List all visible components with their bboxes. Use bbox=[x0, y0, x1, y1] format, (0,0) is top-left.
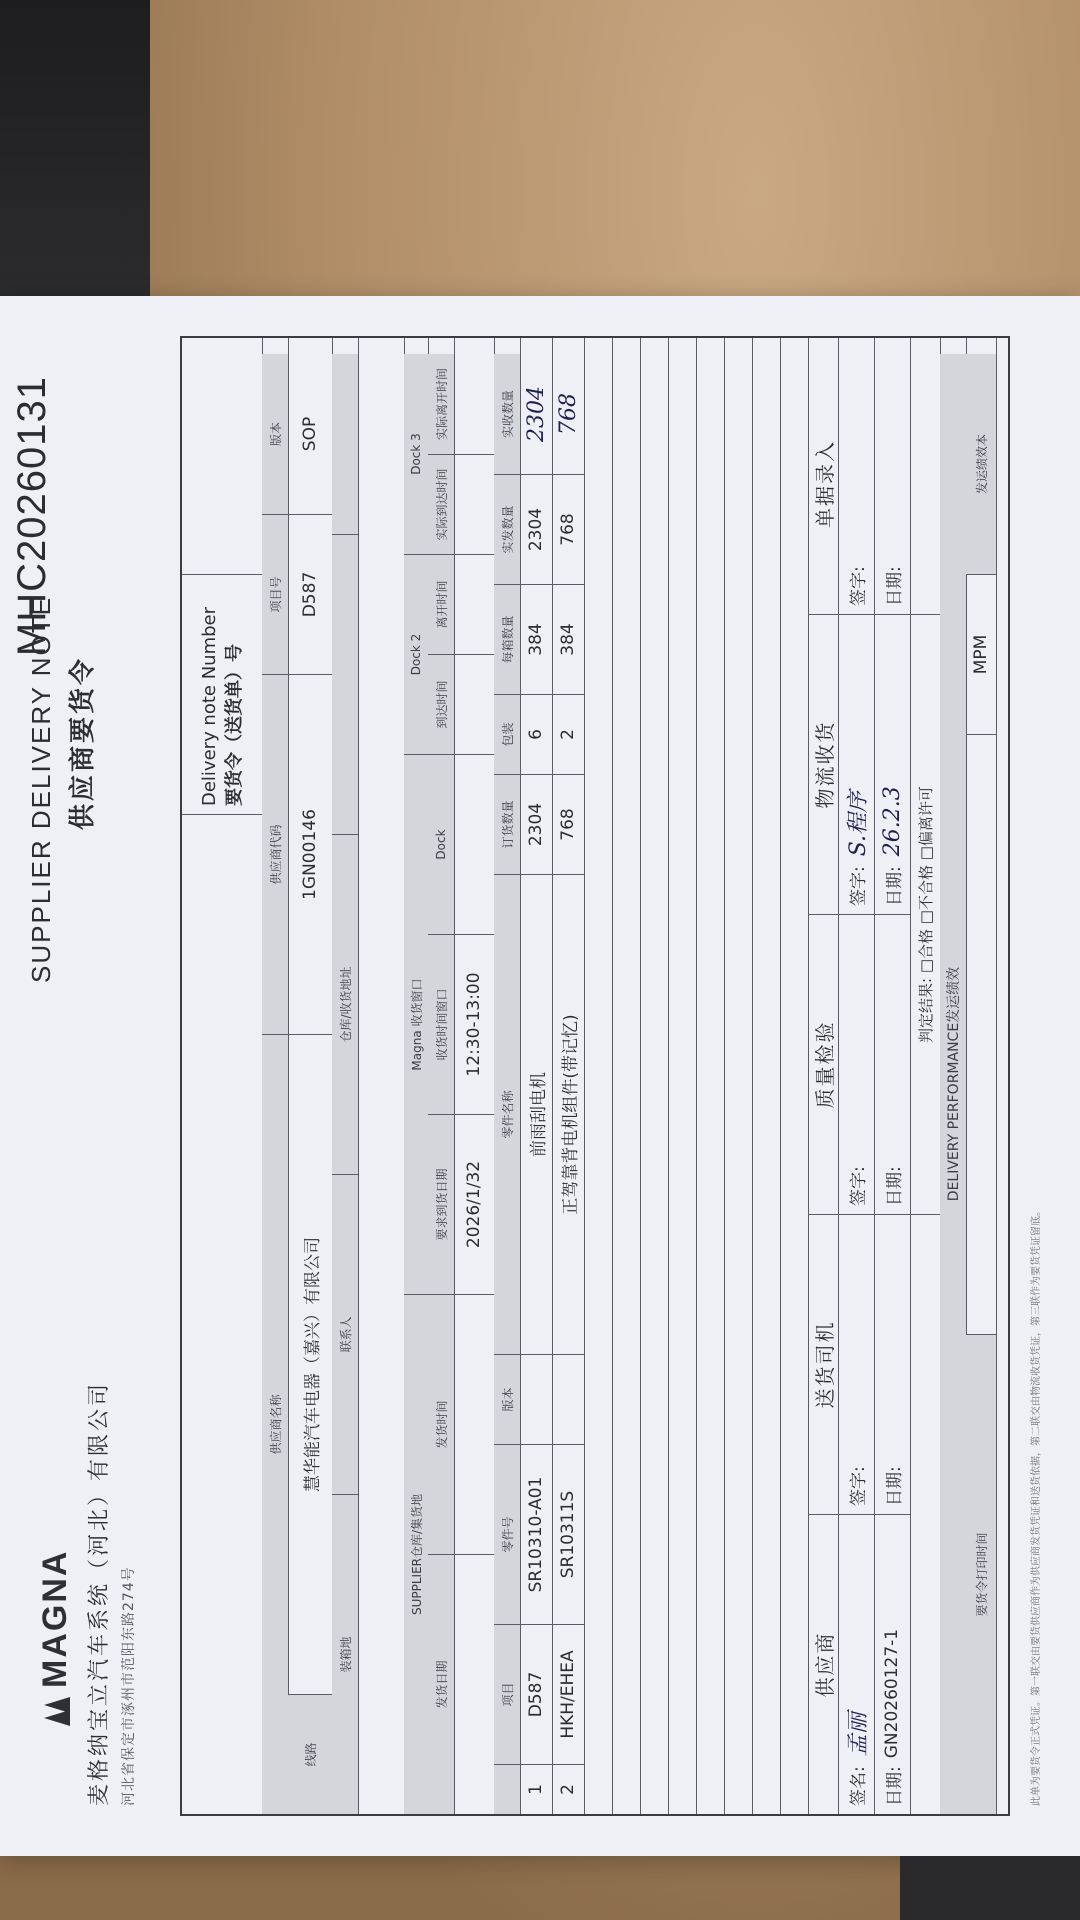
company-name: 麦格纳宝立汽车系统（河北）有限公司 bbox=[87, 1380, 112, 1806]
supplier-value-row bbox=[288, 338, 333, 1814]
row-name: 正驾靠背电机组件(带记忆) bbox=[552, 874, 584, 1354]
row-sent: 768 bbox=[552, 474, 584, 584]
logistics-signature: S.程序 bbox=[845, 790, 871, 857]
row-qty: 2304 bbox=[520, 774, 552, 874]
logistics-section-label: 物流收货 bbox=[808, 614, 838, 914]
parts-table-header bbox=[494, 338, 521, 1814]
sign-name-label: 签名: bbox=[848, 1766, 869, 1806]
delivery-note-row bbox=[182, 338, 263, 1814]
table-row bbox=[520, 338, 553, 1814]
leave-time-value bbox=[454, 554, 494, 654]
company-address: 河北省保定市涿州市范阳东路274号 bbox=[121, 1566, 137, 1806]
empty-row bbox=[724, 338, 753, 1814]
version-label: 版本 bbox=[262, 354, 288, 514]
form-grid bbox=[180, 336, 1010, 1816]
row-pack: 6 bbox=[520, 694, 552, 774]
empty-cell bbox=[910, 354, 940, 614]
dark-background bbox=[0, 0, 150, 310]
date-label: 日期: bbox=[884, 1766, 905, 1806]
row-version bbox=[552, 1354, 584, 1444]
empty-cell bbox=[910, 1214, 940, 1814]
real-leave-label: 实际离开时间 bbox=[428, 354, 454, 454]
ship-time-value bbox=[454, 1294, 494, 1554]
empty-row bbox=[668, 338, 697, 1814]
performance-row bbox=[940, 338, 967, 1814]
window-label-row bbox=[428, 338, 455, 1814]
supplier-label-row bbox=[262, 338, 289, 1814]
delivery-note-sheet bbox=[0, 296, 1080, 1856]
real-arrive-label: 实际到达时间 bbox=[428, 454, 454, 554]
supplier-signature: 孟丽 bbox=[845, 1712, 871, 1757]
version-value: SOP bbox=[300, 416, 320, 452]
row-recv: 768 bbox=[555, 393, 581, 435]
document-number: MHC20260131 bbox=[10, 376, 54, 657]
row-sent: 2304 bbox=[520, 474, 552, 584]
dock3-label: Dock 3 bbox=[404, 354, 428, 554]
window-section-row bbox=[404, 338, 429, 1814]
delivery-note-cn: 要货令（送货单）号 bbox=[223, 644, 245, 806]
empty-row bbox=[696, 338, 725, 1814]
supplier-date-cell bbox=[874, 1514, 910, 1814]
supplier-name: 慧华能汽车电器（嘉兴）有限公司 bbox=[288, 1034, 332, 1694]
logistics-date: 26.2.3 bbox=[879, 786, 905, 857]
col-part-header: 零件号 bbox=[494, 1444, 520, 1624]
driver-section-label: 送货司机 bbox=[808, 1214, 838, 1514]
dark-corner bbox=[900, 1856, 1080, 1920]
arrive-date-value: 2026/1/32 bbox=[454, 1114, 494, 1294]
table-row bbox=[552, 338, 585, 1814]
ship-date-label: 发货日期 bbox=[428, 1554, 454, 1814]
row-index: 2 bbox=[552, 1764, 584, 1814]
row-part: SR10310-A01 bbox=[520, 1444, 552, 1624]
document-photo bbox=[0, 296, 1080, 1856]
footer-note: 此单为要货令正式凭证。第一联交由要货供应商作为供应商发货凭证和送货依据，第二联交由物流收货凭证，第三联作为要货凭证留底。 bbox=[1031, 1206, 1042, 1806]
empty-cell bbox=[966, 734, 996, 1334]
row-project: HKH/EHEA bbox=[552, 1624, 584, 1764]
arrive-date-label: 要求到货日期 bbox=[428, 1114, 454, 1294]
delivery-note-label: Delivery note Number bbox=[198, 606, 220, 806]
version-note: 发运绩效本 bbox=[966, 354, 996, 574]
window-label: 收货时间窗口 bbox=[428, 934, 454, 1114]
row-index: 1 bbox=[520, 1764, 552, 1814]
col-pack-header: 包装 bbox=[494, 694, 520, 774]
empty-row bbox=[780, 338, 809, 1814]
address-value-row bbox=[358, 338, 405, 1814]
col-sent-header: 实发数量 bbox=[494, 474, 520, 584]
col-recv-header: 实收数量 bbox=[494, 354, 520, 474]
magna-logo bbox=[36, 1550, 75, 1726]
col-version-header: 版本 bbox=[494, 1354, 520, 1444]
dock-label: Dock bbox=[428, 754, 454, 934]
empty-label bbox=[332, 354, 358, 534]
print-time-label: 要货令打印时间 bbox=[966, 1334, 996, 1814]
driver-sign-label: 签字: bbox=[838, 1214, 874, 1514]
empty-row bbox=[996, 338, 1030, 1814]
dock2-label: Dock 2 bbox=[404, 554, 428, 754]
supplier-date: GN20260127-1 bbox=[882, 1628, 902, 1759]
time-row bbox=[966, 338, 997, 1814]
empty-cell bbox=[182, 814, 262, 1814]
logistics-sign-cell bbox=[838, 614, 874, 914]
window-value-row bbox=[454, 338, 495, 1814]
warehouse-label: 仓库/收货地址 bbox=[332, 834, 358, 1174]
model-label: 项目号 bbox=[262, 514, 288, 674]
title-chinese: 供应商要货令 bbox=[68, 656, 98, 831]
col-project-header: 项目 bbox=[494, 1624, 520, 1764]
col-qty-header: 订货数量 bbox=[494, 774, 520, 874]
supplier-name-label: 供应商名称 bbox=[262, 1034, 288, 1814]
col-per-header: 每箱数量 bbox=[494, 584, 520, 694]
empty-label bbox=[332, 534, 358, 834]
row-per: 384 bbox=[552, 584, 584, 694]
dock-value bbox=[454, 754, 494, 934]
date-row bbox=[874, 338, 911, 1814]
row-name: 前雨刮电机 bbox=[520, 874, 552, 1354]
empty-row bbox=[640, 338, 669, 1814]
delivery-note-label-cell bbox=[182, 574, 262, 814]
real-leave-value bbox=[454, 354, 494, 454]
col-name-header: 零件名称 bbox=[494, 874, 520, 1354]
col-index-header bbox=[494, 1764, 520, 1814]
logistics-date-label: 日期: bbox=[884, 866, 905, 906]
ship-date-value bbox=[454, 1554, 494, 1814]
row-project: D587 bbox=[520, 1624, 552, 1764]
sign-section-row bbox=[808, 338, 839, 1814]
supplier-code: 1GN00146 bbox=[288, 674, 332, 1034]
real-arrive-value bbox=[454, 454, 494, 554]
empty-row bbox=[752, 338, 781, 1814]
supplier-warehouse-label: SUPPLIER仓库/集货地 bbox=[404, 1294, 428, 1814]
mpm-label: MPM bbox=[966, 574, 996, 734]
window-value: 12:30-13:00 bbox=[454, 934, 494, 1114]
logo-text: MAGNA bbox=[36, 1549, 74, 1688]
row-part: SR10311S bbox=[552, 1444, 584, 1624]
empty-cell bbox=[358, 354, 404, 1814]
empty-row bbox=[584, 338, 613, 1814]
logistics-sign-label: 签字: bbox=[848, 866, 869, 906]
logistics-date-cell bbox=[874, 614, 910, 914]
record-date-label: 日期: bbox=[884, 566, 905, 606]
document-header bbox=[10, 356, 160, 1806]
record-section-label: 单据录入 bbox=[812, 440, 837, 528]
empty-cell bbox=[182, 354, 262, 574]
model-value: D587 bbox=[288, 514, 332, 674]
sign-row bbox=[838, 338, 875, 1814]
ship-time-label: 发货时间 bbox=[428, 1294, 454, 1554]
magna-window-label: Magna 收货窗口 bbox=[404, 754, 428, 1294]
leave-time-label: 离开时间 bbox=[428, 554, 454, 654]
row-per: 384 bbox=[520, 584, 552, 694]
contact-label: 联系人 bbox=[332, 1174, 358, 1494]
row-version bbox=[520, 1354, 552, 1444]
row-pack: 2 bbox=[552, 694, 584, 774]
row-recv: 2304 bbox=[523, 386, 549, 442]
supplier-sign-cell bbox=[838, 1514, 874, 1814]
quality-section-label: 质量检验 bbox=[808, 914, 838, 1214]
route-label: 线路 bbox=[288, 1694, 332, 1814]
empty-row bbox=[612, 338, 641, 1814]
row-qty: 768 bbox=[552, 774, 584, 874]
magna-logo-icon bbox=[42, 1696, 70, 1726]
driver-date-label: 日期: bbox=[874, 1214, 910, 1514]
arrive-time-value bbox=[454, 654, 494, 754]
result-row bbox=[910, 338, 941, 1814]
quality-date-label: 日期: bbox=[874, 914, 910, 1214]
title-english: SUPPLIER DELIVERY NOTE bbox=[26, 596, 56, 983]
supplier-section-label: 供应商 bbox=[808, 1514, 838, 1814]
inspection-result: 判定结果: □合格 □不合格 □偏离许可 bbox=[910, 614, 940, 1214]
address-label-row bbox=[332, 338, 359, 1814]
quality-sign-label: 签字: bbox=[838, 914, 874, 1214]
arrive-time-label: 到达时间 bbox=[428, 654, 454, 754]
loading-label: 装箱地 bbox=[332, 1494, 358, 1814]
supplier-code-label: 供应商代码 bbox=[262, 674, 288, 1034]
record-sign-label: 签字: bbox=[848, 566, 869, 606]
performance-label: DELIVERY PERFORMANCE发运绩效 bbox=[940, 354, 966, 1814]
